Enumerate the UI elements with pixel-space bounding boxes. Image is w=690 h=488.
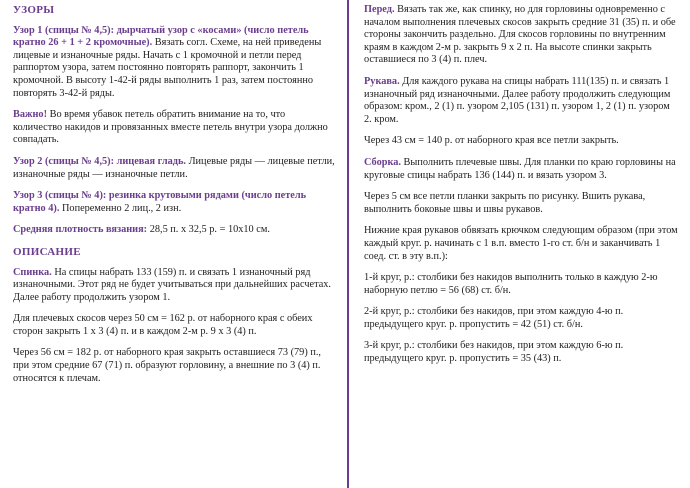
gauge-paragraph bbox=[13, 224, 335, 237]
back-text: На спицы набрать 133 (159) п. и связать 1 изнаночный ряд изнаночными. Этот ряд не будет учитываться при дальнейших расчетах. Далее работу продолжить узором 1. bbox=[13, 266, 332, 303]
crochet-edge-paragraph: Нижние края рукавов обвязать крючком следующим образом (при этом каждый круг. р. начинать с 1 в.п. вместо 1-го ст. б/н и заканчивать 1 соед. ст. в эту в.п.): bbox=[364, 225, 678, 262]
sleeves-heading: Рукава. bbox=[364, 75, 400, 87]
important-text: Во время убавок петель обратить внимание на то, что количество накидов и провязанных вместе петель внутри узора должно совпадать. bbox=[13, 109, 328, 146]
sleeves-paragraph bbox=[364, 76, 679, 126]
pattern-3-text: Попеременно 2 лиц., 2 изн. bbox=[61, 202, 182, 214]
pattern-3-heading: Узор 3 (спицы № 4): резинка крутовыми рядами (число петель кратно 4). bbox=[13, 190, 307, 214]
round-2-paragraph: 2-й круг, р.: столбики без накидов, при этом каждую 4-ю п. предыдущего круг. р. пропустить = 42 (51) ст. б/н. bbox=[364, 306, 624, 330]
assembly-text: Выполнить плечевые швы. Для планки по краю горловины на круговые спицы набрать 136 (144) п. и вязать узором 3. bbox=[364, 156, 676, 181]
round-1-paragraph: 1-й круг, р.: столбики без накидов выполнить только в каждую 2-ю наборную петлю = 56 (68) ст. б/н. bbox=[364, 272, 658, 296]
pattern-1-text: Вязать согл. Схеме, на ней приведены лицевые и изнаночные ряды. Начать с 1 кромочной и петли перед раппортом узора, затем постоянно повторять раппорт, закончить 1 кромочной. В высоту 1-42-й ряды выполнить 1 раз, затем постоянно повторять 3-42-й ряды. bbox=[13, 37, 322, 99]
front-paragraph bbox=[364, 4, 679, 67]
front-heading: Перед. bbox=[364, 4, 395, 15]
column-divider bbox=[347, 0, 349, 488]
right-column bbox=[364, 0, 679, 375]
shoulder-paragraph: Для плечевых скосов через 50 см = 162 р. от наборного края с обеих сторон закрыть 1 х 3 (4) п. и в каждом 2-м р. 9 х 3 (4) п. bbox=[13, 313, 313, 337]
front-text: Вязать так же, как спинку, но для горловины одновременно с началом выполнения плечевых скосов закрыть средние 31 (35) п. и обе стороны закончить раздельно. Для скосов горловины по внутренним краям в каждом 2-м р. закрыть 9 х 2 п. На высоте спинки закрыть оставшиеся по 3 (4) п. плеч. bbox=[364, 4, 676, 66]
important-paragraph bbox=[13, 109, 335, 147]
gauge-heading: Средняя плотность вязания: bbox=[13, 224, 148, 236]
pattern-1-heading: Узор 1 (спицы № 4,5): дырчатый узор с «косами» (число петель кратно 26 + 1 + 2 кромочные). bbox=[13, 24, 309, 49]
important-heading: Важно! bbox=[13, 109, 47, 121]
left-column bbox=[13, 0, 335, 394]
round-3-paragraph: 3-й круг, р.: столбики без накидов, при этом каждую 6-ю п. предыдущего круг. р. пропустить = 35 (43) п. bbox=[364, 340, 624, 365]
section-title-description: ОПИСАНИЕ bbox=[13, 245, 81, 258]
pattern-2-heading: Узор 2 (спицы № 4,5): лицевая гладь. bbox=[13, 155, 186, 167]
neckline-paragraph: Через 56 см = 182 р. от наборного края закрыть оставшиеся 73 (79) п., при этом средние 67 (71) п. образуют горловину, а внешние по 3 (4) п. относятся к плечам. bbox=[13, 347, 321, 384]
back-paragraph bbox=[13, 267, 335, 305]
sleeves-text: Для каждого рукава на спицы набрать 111(135) п. и связать 1 изнаночный ряд изнаночными. Далее работу продолжить следующим образом: кром., 2 (1) п. узором 2,105 (131) п. узором 1, 2 (1) п. узором 2. кром. bbox=[364, 75, 671, 125]
pattern-1-paragraph bbox=[13, 25, 335, 101]
pattern-2-paragraph bbox=[13, 156, 335, 181]
pattern-2-text: Лицевые ряды — лицевые петли, изнаночные ряды — изнаночные петли. bbox=[13, 155, 335, 180]
section-title-patterns: УЗОРЫ bbox=[13, 4, 55, 16]
pattern-3-paragraph bbox=[13, 190, 335, 215]
sleeve-bindoff-paragraph: Через 43 см = 140 р. от наборного края все петли закрыть. bbox=[364, 135, 619, 147]
back-heading: Спинка. bbox=[13, 266, 52, 278]
assembly-heading: Сборка. bbox=[364, 156, 401, 168]
gauge-text: 28,5 п. х 32,5 р. = 10x10 см. bbox=[149, 224, 270, 236]
band-paragraph: Через 5 см все петли планки закрыть по рисунку. Вшить рукава, выполнить боковые швы и швы рукавов. bbox=[364, 191, 646, 215]
assembly-paragraph bbox=[364, 157, 679, 182]
